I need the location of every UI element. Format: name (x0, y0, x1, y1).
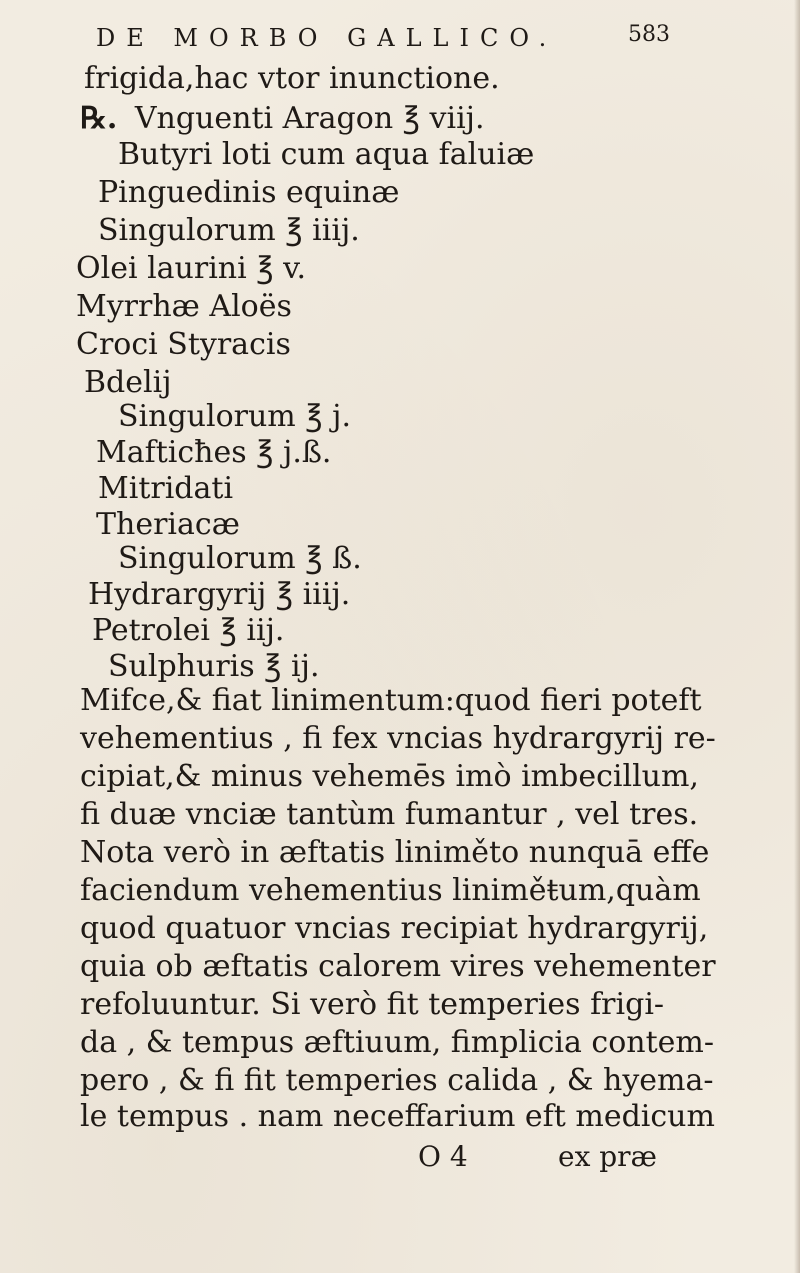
running-head: DE MORBO GALLICO. (96, 24, 558, 52)
ingredient-line: Croci Styracis (76, 327, 291, 362)
body-line: le tempus . nam neceffarium eft medicum (80, 1099, 715, 1134)
ingredient-line: Hydrargyrij ℥ iiij. (88, 577, 351, 612)
body-line: fi duæ vnciæ tantùm fumantur , vel tres. (80, 797, 699, 832)
body-line: quod quatuor vncias recipiat hydrargyrij, (80, 911, 709, 946)
ingredient-line: Olei laurini ℥ v. (76, 251, 307, 286)
page-header (96, 22, 736, 62)
text-line-1: frigida,hac vtor inunctione. (84, 61, 500, 96)
ingredient-line: Singulorum ℥ iiij. (98, 213, 360, 248)
page-edge-shadow (794, 0, 800, 1273)
recipe-line (80, 102, 485, 136)
body-line: quia ob æftatis calorem vires vehementer (80, 949, 716, 984)
body-line: cipiat,& minus vehemēs imò imbecillum, (80, 759, 699, 794)
ingredient-line: Butyri loti cum aqua faluiæ (118, 137, 535, 172)
recipe-first-ingredient: Vnguenti Aragon ℥ viij. (134, 101, 485, 136)
page-number: 583 (628, 22, 670, 47)
body-line: faciendum vehementius liniměŧum,quàm (80, 873, 701, 908)
body-line: pero , & fi fit temperies calida , & hyema- (80, 1063, 714, 1098)
body-line: da , & tempus æftiuum, fimplicia contem- (80, 1025, 715, 1060)
ingredient-line: Singulorum ℥ j. (118, 399, 351, 434)
signature-mark: O 4 (418, 1140, 468, 1173)
ingredient-line: Mafticħes ℥ j.ß. (96, 435, 332, 470)
ingredient-line: Myrrhæ Aloës (76, 289, 292, 324)
ingredient-line: Pinguedinis equinæ (98, 175, 400, 210)
ingredient-line: Petrolei ℥ iij. (92, 613, 285, 648)
page-footer (0, 1140, 800, 1180)
body-line: refoluuntur. Si verò fit temperies frigi- (80, 987, 665, 1022)
body-line: Mifce,& fiat linimentum:quod fieri poteft (80, 683, 702, 718)
ingredient-line: Sulphuris ℥ ij. (108, 649, 320, 684)
ingredient-line: Mitridati (98, 471, 234, 506)
body-line: vehementius , fi fex vncias hydrargyrij re- (80, 721, 716, 756)
catchword: ex præ (558, 1140, 657, 1173)
ingredient-line: Singulorum ℥ ß. (118, 541, 362, 576)
ingredient-line: Bdelij (84, 365, 172, 400)
body-line: Nota verò in æftatis liniměto nunquā effe (80, 835, 710, 870)
ingredient-line: Theriacæ (96, 507, 240, 542)
recipe-symbol: ℞. (80, 101, 118, 136)
